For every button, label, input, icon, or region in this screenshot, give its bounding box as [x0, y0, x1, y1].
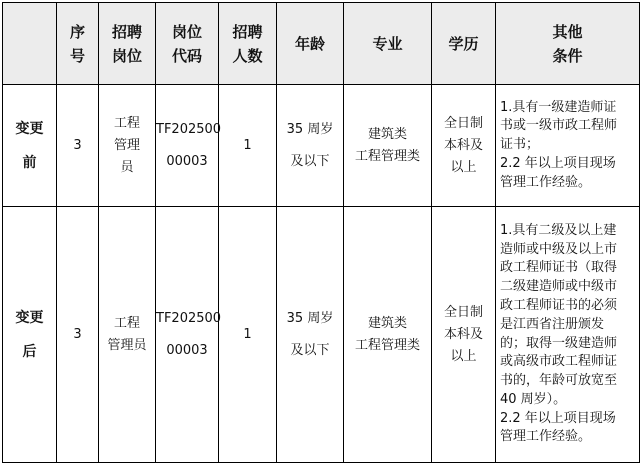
row-label: 变更 后: [3, 207, 57, 463]
header-blank: [3, 3, 57, 85]
row-label: 变更 前: [3, 85, 57, 207]
row-code: TF202500 00003: [156, 85, 219, 207]
table-row-before: [3, 85, 640, 207]
row-count: 1: [219, 85, 277, 207]
job-change-table: [2, 2, 640, 463]
header-index: 序 号: [57, 3, 99, 85]
row-age: 35 周岁 及以下: [277, 207, 344, 463]
header-conditions: 其他 条件: [496, 3, 640, 85]
header-row: [3, 3, 640, 85]
header-major: 专业: [344, 3, 432, 85]
row-conditions: 1.具有一级建造师证 书或一级市政工程师 证书； 2.2 年以上项目现场 管理工作经验。: [496, 85, 640, 207]
row-major: 建筑类 工程管理类: [344, 207, 432, 463]
row-index: 3: [57, 207, 99, 463]
header-count: 招聘 人数: [219, 3, 277, 85]
header-code: 岗位 代码: [156, 3, 219, 85]
row-position: 工程 管理员: [99, 207, 156, 463]
row-position: 工程 管理 员: [99, 85, 156, 207]
row-major: 建筑类 工程管理类: [344, 85, 432, 207]
row-education: 全日制 本科及 以上: [432, 85, 496, 207]
header-age: 年龄: [277, 3, 344, 85]
row-index: 3: [57, 85, 99, 207]
header-position: 招聘 岗位: [99, 3, 156, 85]
table-row-after: [3, 207, 640, 463]
row-code: TF202500 00003: [156, 207, 219, 463]
row-count: 1: [219, 207, 277, 463]
row-conditions: 1.具有二级及以上建 造师或中级及以上市 政工程师证书（取得 二级建造师或中级市 政工程师证书的必须 是江西省注册颁发 的；取得一级建造师 或高级市政工程师证 书的，年龄可放宽至 40 周岁）。 2.2 年以上项目现场 管理工作经验。: [496, 207, 640, 463]
row-education: 全日制 本科及 以上: [432, 207, 496, 463]
row-age: 35 周岁 及以下: [277, 85, 344, 207]
header-education: 学历: [432, 3, 496, 85]
